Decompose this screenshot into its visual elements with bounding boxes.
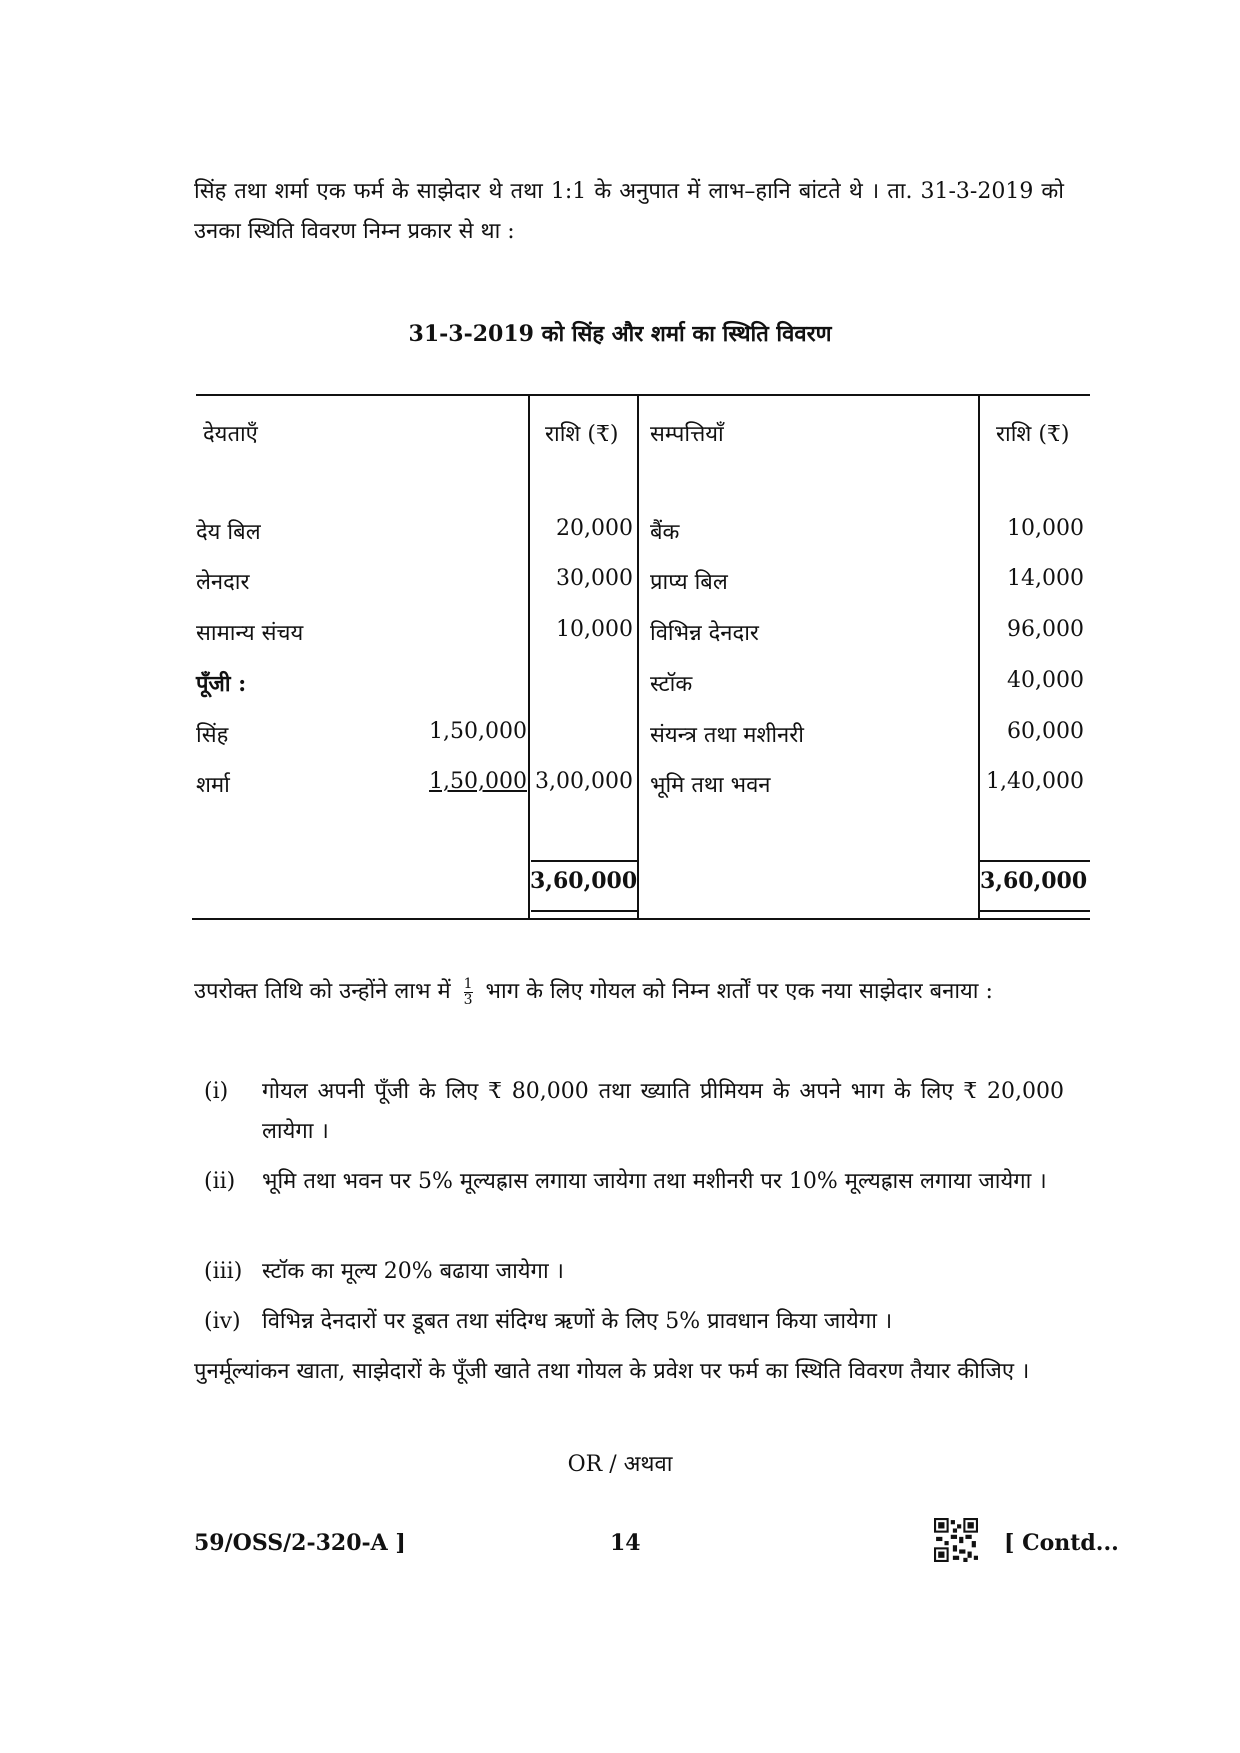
column-divider-amount-left bbox=[528, 394, 530, 918]
page-number: 14 bbox=[610, 1530, 641, 1556]
condition-number: (ii) bbox=[204, 1169, 236, 1194]
condition-text: विभिन्न देनदारों पर डूबत तथा संदिग्ध ऋणों के लिए 5% प्रावधान किया जायेगा । bbox=[262, 1309, 893, 1334]
header-amount-left: राशि (₹) bbox=[545, 422, 619, 447]
total-bottom-rule-right bbox=[980, 910, 1090, 912]
paper-code: 59/OSS/2-320-A ] bbox=[194, 1530, 406, 1556]
intro-paragraph: सिंह तथा शर्मा एक फर्म के साझेदार थे तथा 1:1 के अनुपात में लाभ–हानि बांटते थे । ता. 31-3-2019 को उनका स्थिति विवरण निम्न प्रकार से था : bbox=[194, 179, 1064, 244]
fraction-denominator: 3 bbox=[463, 991, 473, 1008]
partner-capital-sub-amount: 1,50,000 bbox=[429, 769, 527, 794]
condition-text: गोयल अपनी पूँजी के लिए ₹ 80,000 तथा ख्याति प्रीमियम के अपने भाग के लिए ₹ 20,000 लायेगा । bbox=[262, 1079, 1064, 1144]
header-amount-right: राशि (₹) bbox=[996, 422, 1070, 447]
asset-label: बैंक bbox=[650, 520, 680, 545]
admission-paragraph bbox=[194, 972, 1064, 1012]
liability-label: सामान्य संचय bbox=[196, 621, 304, 646]
asset-amount: 60,000 bbox=[1007, 719, 1084, 744]
condition-number: (i) bbox=[204, 1079, 229, 1104]
fraction-numerator: 1 bbox=[463, 975, 473, 992]
liability-label: देय बिल bbox=[196, 520, 261, 545]
partner-capital-label: शर्मा bbox=[196, 773, 230, 798]
partner-capital-label: सिंह bbox=[196, 723, 229, 748]
closing-instruction: पुनर्मूल्यांकन खाता, साझेदारों के पूँजी खाते तथा गोयल के प्रवेश पर फर्म का स्थिति विवरण तैयार कीजिए । bbox=[194, 1359, 1030, 1384]
fraction-one-third bbox=[464, 977, 473, 1008]
qr-code-icon bbox=[934, 1518, 978, 1562]
balance-sheet-title: 31-3-2019 को सिंह और शर्मा का स्थिति विवरण bbox=[408, 321, 832, 347]
asset-label: प्राप्य बिल bbox=[650, 570, 728, 595]
asset-amount: 14,000 bbox=[1007, 566, 1084, 591]
capital-total-amount: 3,00,000 bbox=[535, 769, 633, 794]
column-divider-amount-right bbox=[978, 394, 980, 918]
admission-lead-b: भाग के लिए गोयल को निम्न शर्तों पर एक नया साझेदार बनाया : bbox=[485, 979, 993, 1004]
condition-item bbox=[204, 1072, 1064, 1152]
total-top-rule-right bbox=[980, 860, 1090, 862]
asset-label: विभिन्न देनदार bbox=[650, 621, 759, 646]
asset-label: स्टॉक bbox=[650, 672, 693, 697]
table-top-rule bbox=[196, 394, 1090, 396]
asset-amount: 10,000 bbox=[1007, 516, 1084, 541]
condition-item bbox=[204, 1162, 1064, 1242]
partner-capital-sub-amount: 1,50,000 bbox=[429, 719, 527, 744]
asset-label: भूमि तथा भवन bbox=[650, 773, 771, 798]
liability-label: लेनदार bbox=[196, 570, 250, 595]
table-bottom-rule bbox=[192, 918, 1090, 920]
continued-label: [ Contd... bbox=[1004, 1530, 1119, 1556]
asset-amount: 40,000 bbox=[1007, 668, 1084, 693]
total-bottom-rule-left bbox=[531, 910, 637, 912]
total-liabilities: 3,60,000 bbox=[530, 868, 638, 894]
asset-amount: 1,40,000 bbox=[986, 769, 1084, 794]
condition-number: (iii) bbox=[204, 1259, 243, 1284]
condition-text: भूमि तथा भवन पर 5% मूल्यह्रास लगाया जायेगा तथा मशीनरी पर 10% मूल्यह्रास लगाया जायेगा । bbox=[262, 1169, 1047, 1194]
admission-lead-a: उपरोक्त तिथि को उन्होंने लाभ में bbox=[194, 979, 451, 1004]
condition-number: (iv) bbox=[204, 1309, 241, 1334]
condition-item bbox=[204, 1302, 1064, 1342]
asset-amount: 96,000 bbox=[1007, 617, 1084, 642]
condition-item bbox=[204, 1252, 1064, 1292]
liability-amount: 30,000 bbox=[556, 566, 633, 591]
header-liabilities: देयताएँ bbox=[203, 422, 258, 447]
total-assets: 3,60,000 bbox=[980, 868, 1088, 894]
liability-amount: 10,000 bbox=[556, 617, 633, 642]
liability-amount: 20,000 bbox=[556, 516, 633, 541]
or-separator: OR / अथवा bbox=[567, 1452, 673, 1477]
condition-text: स्टॉक का मूल्य 20% बढाया जायेगा । bbox=[262, 1259, 564, 1284]
header-assets: सम्पत्तियाँ bbox=[650, 422, 724, 447]
asset-label: संयन्त्र तथा मशीनरी bbox=[650, 723, 804, 748]
column-divider-center bbox=[637, 394, 639, 918]
total-top-rule-left bbox=[531, 860, 637, 862]
capital-heading: पूँजी : bbox=[196, 671, 247, 697]
